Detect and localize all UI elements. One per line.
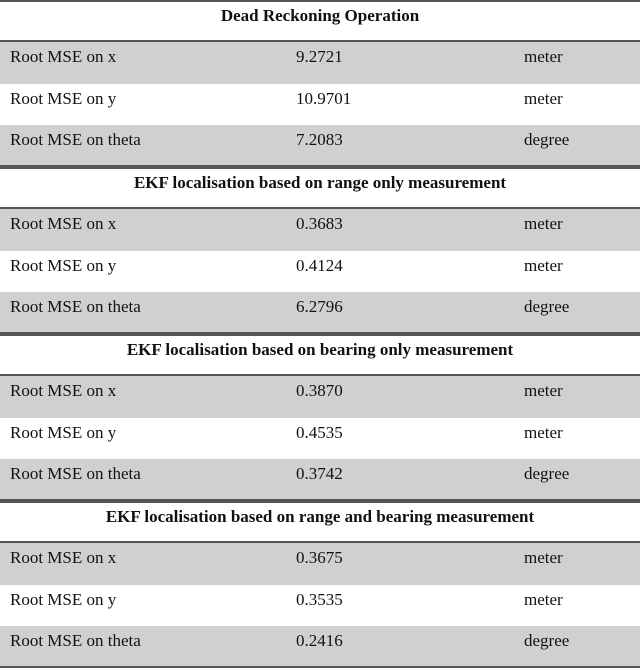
metric-value: 0.3535 <box>296 589 343 609</box>
metric-label: Root MSE on y <box>10 589 117 609</box>
table-section <box>0 0 640 167</box>
metric-unit: degree <box>524 130 570 150</box>
table-row <box>0 209 640 251</box>
divider <box>0 666 640 668</box>
metric-value: 0.3870 <box>296 381 343 400</box>
metric-label: Root MSE on x <box>10 548 117 567</box>
section-title: Dead Reckoning Operation <box>0 0 640 42</box>
metric-value: 0.2416 <box>296 631 343 651</box>
table-row <box>0 125 640 167</box>
table-row <box>0 626 640 668</box>
metric-value: 0.4535 <box>296 422 343 442</box>
metric-unit: meter <box>524 422 563 442</box>
metric-value: 0.3675 <box>296 548 343 567</box>
metric-label: Root MSE on theta <box>10 130 141 150</box>
table-row <box>0 251 640 293</box>
metric-value: 0.3742 <box>296 464 343 484</box>
metric-unit: meter <box>524 47 563 66</box>
metric-unit: meter <box>524 255 563 275</box>
metric-label: Root MSE on x <box>10 47 117 66</box>
metric-label: Root MSE on theta <box>10 631 141 651</box>
metric-unit: degree <box>524 631 570 651</box>
table-row <box>0 543 640 585</box>
metric-label: Root MSE on x <box>10 381 117 400</box>
metric-value: 7.2083 <box>296 130 343 150</box>
metric-label: Root MSE on theta <box>10 297 141 317</box>
table-section <box>0 167 640 334</box>
section-title: EKF localisation based on bearing only measurement <box>0 334 640 376</box>
table-section <box>0 501 640 668</box>
metric-label: Root MSE on y <box>10 255 117 275</box>
metric-unit: meter <box>524 381 563 400</box>
metric-unit: degree <box>524 297 570 317</box>
metric-label: Root MSE on y <box>10 88 117 108</box>
metric-unit: degree <box>524 464 570 484</box>
metric-value: 6.2796 <box>296 297 343 317</box>
section-title: EKF localisation based on range and bearing measurement <box>0 501 640 543</box>
metric-unit: meter <box>524 548 563 567</box>
metric-label: Root MSE on x <box>10 214 117 233</box>
table-row <box>0 376 640 418</box>
metric-value: 9.2721 <box>296 47 343 66</box>
section-title: EKF localisation based on range only measurement <box>0 167 640 209</box>
metric-unit: meter <box>524 589 563 609</box>
table-row <box>0 585 640 627</box>
metric-unit: meter <box>524 214 563 233</box>
metric-label: Root MSE on theta <box>10 464 141 484</box>
metric-value: 0.3683 <box>296 214 343 233</box>
table-row <box>0 459 640 501</box>
table-section <box>0 334 640 501</box>
table-row <box>0 292 640 334</box>
metric-label: Root MSE on y <box>10 422 117 442</box>
table-row <box>0 418 640 460</box>
metric-value: 10.9701 <box>296 88 352 108</box>
table-row <box>0 84 640 126</box>
metric-value: 0.4124 <box>296 255 343 275</box>
metric-unit: meter <box>524 88 563 108</box>
table-row <box>0 42 640 84</box>
